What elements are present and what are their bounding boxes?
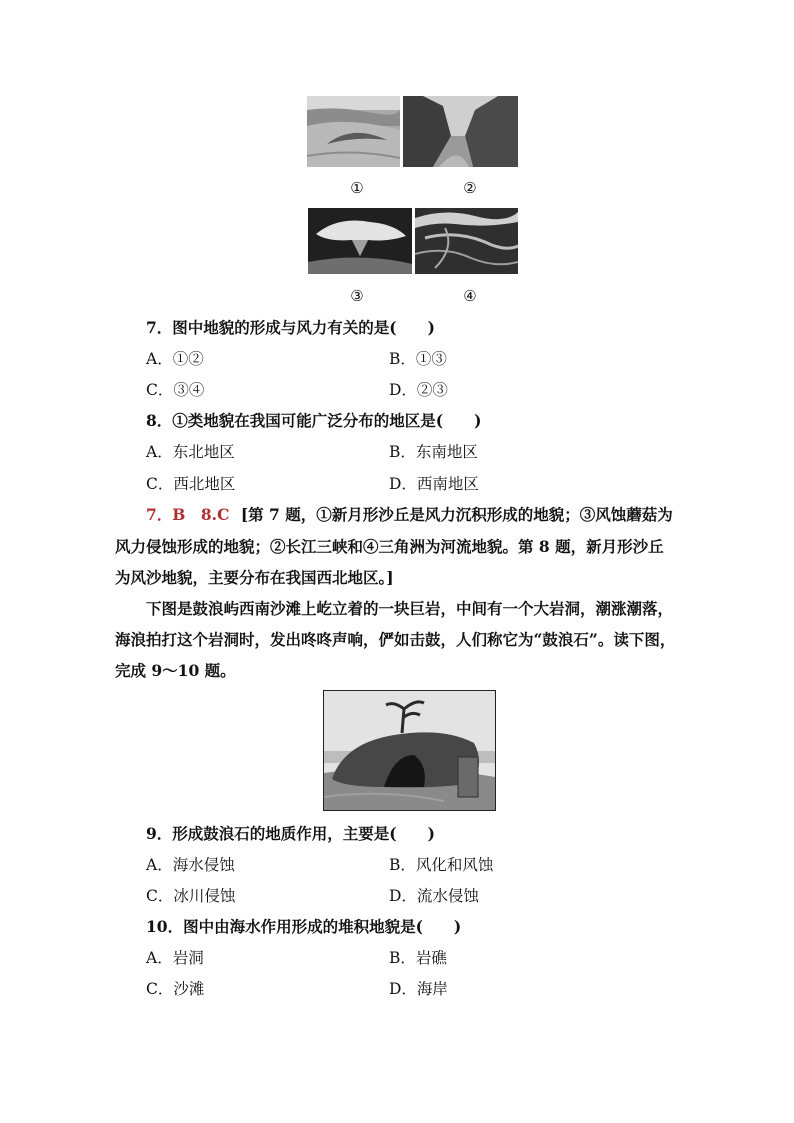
- answer-text-1: [第 7 题，①新月形沙丘是风力沉积形成的地貌；③风蚀蘑菇为: [240, 505, 673, 524]
- intro-line-3: 完成 9～10 题。: [115, 661, 236, 680]
- question-10-option-d: D．海岸: [389, 980, 448, 998]
- question-8-option-b: B．东南地区: [389, 443, 478, 461]
- gorge-photo: [403, 96, 518, 167]
- answer-line-3: 为风沙地貌，主要分布在我国西北地区。]: [115, 568, 394, 587]
- question-8-option-a: A．东北地区: [146, 443, 235, 461]
- answer-line-1: [146, 505, 673, 525]
- question-9-option-b: B．风化和风蚀: [389, 856, 494, 874]
- figure-label-3: ③: [350, 287, 364, 305]
- sand-dune-photo: [307, 96, 400, 167]
- intro-line-1: 下图是鼓浪屿西南沙滩上屹立着的一块巨岩，中间有一个大岩洞，潮涨潮落，: [146, 599, 674, 618]
- answer-line-2: 风力侵蚀形成的地貌；②长江三峡和④三角洲为河流地貌。第 8 题，新月形沙丘: [115, 537, 664, 556]
- question-8-option-d: D．西南地区: [389, 475, 479, 493]
- question-7-option-a: A．①②: [146, 350, 204, 368]
- question-10-option-a: A．岩洞: [146, 949, 204, 967]
- question-9-stem: 9．形成鼓浪石的地质作用，主要是( ): [146, 824, 435, 843]
- intro-line-2: 海浪拍打这个岩洞时，发出咚咚声响，俨如击鼓，人们称它为“鼓浪石”。读下图，: [115, 630, 676, 649]
- question-8-option-c: C．西北地区: [146, 475, 236, 493]
- delta-photo: [415, 208, 518, 274]
- figure-label-1: ①: [350, 179, 364, 197]
- question-8-stem: 8．①类地貌在我国可能广泛分布的地区是( ): [146, 411, 482, 430]
- gulang-rock-photo: [323, 690, 496, 811]
- question-7-stem: 7．图中地貌的形成与风力有关的是( ): [146, 318, 435, 337]
- answer-numbers: 7．B 8.C: [146, 505, 230, 524]
- question-9-option-c: C．冰川侵蚀: [146, 887, 236, 905]
- question-9-option-d: D．流水侵蚀: [389, 887, 479, 905]
- question-7-option-b: B．①③: [389, 350, 447, 368]
- question-10-option-c: C．沙滩: [146, 980, 205, 998]
- figure-label-2: ②: [463, 179, 477, 197]
- question-10-stem: 10．图中由海水作用形成的堆积地貌是( ): [146, 917, 462, 936]
- mushroom-rock-photo: [308, 208, 412, 274]
- question-10-option-b: B．岩礁: [389, 949, 447, 967]
- figure-label-4: ④: [463, 287, 477, 305]
- question-7-option-c: C．③④: [146, 381, 205, 399]
- question-9-option-a: A．海水侵蚀: [146, 856, 235, 874]
- question-7-option-d: D．②③: [389, 381, 448, 399]
